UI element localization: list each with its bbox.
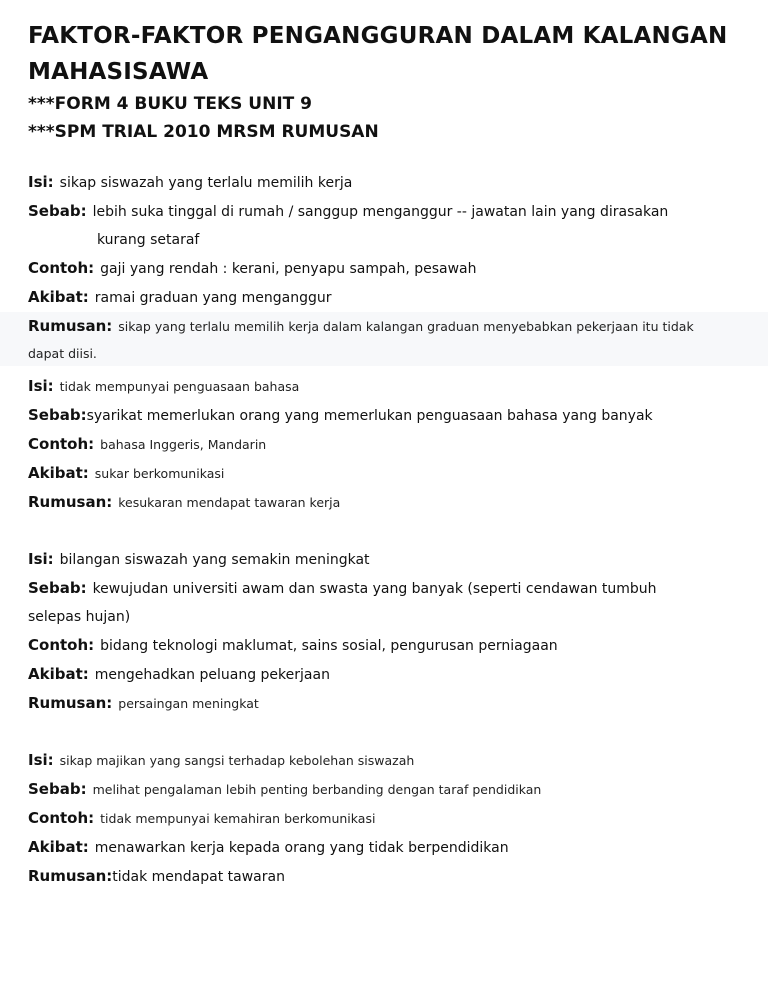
contoh-row: [28, 631, 750, 660]
isi-label: Isi:: [28, 751, 54, 769]
sebab-row: [28, 197, 750, 226]
contoh-label: Contoh:: [28, 809, 95, 827]
sebab-label: Sebab:: [28, 780, 87, 798]
title-line-1: FAKTOR-FAKTOR PENGANGGURAN DALAM KALANGAN: [28, 23, 728, 49]
isi-text: sikap majikan yang sangsi terhadap kebolehan siswazah: [59, 753, 415, 768]
subtitle-unit: ***FORM 4 BUKU TEKS UNIT 9: [28, 94, 313, 114]
rumusan-text-continued: dapat diisi.: [28, 346, 97, 361]
isi-row: [28, 746, 750, 775]
rumusan-label: Rumusan:: [28, 694, 113, 712]
sebab-text: syarikat memerlukan orang yang memerlukan penguasaan bahasa yang banyak: [86, 408, 653, 424]
rumusan-highlight-block: [0, 312, 768, 366]
rumusan-row: [28, 488, 750, 517]
isi-text: tidak mempunyai penguasaan bahasa: [59, 379, 300, 394]
contoh-text: bahasa Inggeris, Mandarin: [100, 437, 267, 452]
section-1: [28, 168, 750, 366]
contoh-row: [28, 254, 750, 283]
akibat-row: [28, 459, 750, 488]
contoh-row: [28, 430, 750, 459]
rumusan-row: [28, 689, 750, 718]
isi-text: sikap siswazah yang terlalu memilih kerja: [59, 175, 353, 191]
title-line-2: MAHASISAWA: [28, 59, 209, 85]
sebab-label: Sebab:: [28, 579, 87, 597]
isi-text: bilangan siswazah yang semakin meningkat: [59, 552, 370, 568]
rumusan-label: Rumusan:: [28, 317, 113, 335]
sebab-text-continued: kurang setaraf: [97, 232, 200, 248]
rumusan-label: Rumusan:: [28, 493, 113, 511]
contoh-text: bidang teknologi maklumat, sains sosial, pengurusan perniagaan: [100, 638, 558, 654]
section-2: [28, 372, 750, 517]
sebab-row: [28, 574, 750, 603]
akibat-label: Akibat:: [28, 665, 89, 683]
rumusan-label: Rumusan:: [28, 867, 113, 885]
akibat-text: sukar berkomunikasi: [94, 466, 225, 481]
akibat-row: [28, 283, 750, 312]
rumusan-text: sikap yang terlalu memilih kerja dalam kalangan graduan menyebabkan pekerjaan itu tidak: [118, 319, 694, 334]
contoh-label: Contoh:: [28, 259, 95, 277]
contoh-text: tidak mempunyai kemahiran berkomunikasi: [100, 811, 376, 826]
rumusan-text: tidak mendapat tawaran: [112, 869, 285, 885]
isi-row: [28, 168, 750, 197]
contoh-label: Contoh:: [28, 636, 95, 654]
page-title: [28, 18, 750, 90]
sebab-row: [28, 775, 750, 804]
akibat-label: Akibat:: [28, 464, 89, 482]
rumusan-row: [28, 312, 768, 344]
sebab-row: [28, 401, 750, 430]
akibat-label: Akibat:: [28, 838, 89, 856]
contoh-row: [28, 804, 750, 833]
sebab-text: kewujudan universiti awam dan swasta yang banyak (seperti cendawan tumbuh: [92, 581, 657, 597]
contoh-label: Contoh:: [28, 435, 95, 453]
akibat-row: [28, 833, 750, 862]
sebab-text-continued-row: [28, 603, 750, 631]
isi-label: Isi:: [28, 550, 54, 568]
isi-label: Isi:: [28, 173, 54, 191]
sebab-label: Sebab:: [28, 406, 87, 424]
sebab-label: Sebab:: [28, 202, 87, 220]
akibat-text: mengehadkan peluang pekerjaan: [94, 667, 330, 683]
sebab-text-continued: selepas hujan): [28, 609, 131, 625]
contoh-text: gaji yang rendah : kerani, penyapu sampah, pesawah: [100, 261, 477, 277]
subtitle-trial: ***SPM TRIAL 2010 MRSM RUMUSAN: [28, 122, 379, 142]
rumusan-row: [28, 862, 750, 891]
section-4: [28, 746, 750, 891]
akibat-label: Akibat:: [28, 288, 89, 306]
document-page: [28, 18, 750, 891]
section-3: [28, 545, 750, 718]
rumusan-text: kesukaran mendapat tawaran kerja: [118, 495, 341, 510]
isi-label: Isi:: [28, 377, 54, 395]
sebab-text: melihat pengalaman lebih penting berbanding dengan taraf pendidikan: [92, 782, 542, 797]
isi-row: [28, 372, 750, 401]
akibat-text: menawarkan kerja kepada orang yang tidak berpendidikan: [94, 840, 509, 856]
rumusan-text: persaingan meningkat: [118, 696, 259, 711]
isi-row: [28, 545, 750, 574]
akibat-text: ramai graduan yang menganggur: [94, 290, 332, 306]
akibat-row: [28, 660, 750, 689]
sebab-text: lebih suka tinggal di rumah / sanggup menganggur -- jawatan lain yang dirasakan: [92, 204, 669, 220]
